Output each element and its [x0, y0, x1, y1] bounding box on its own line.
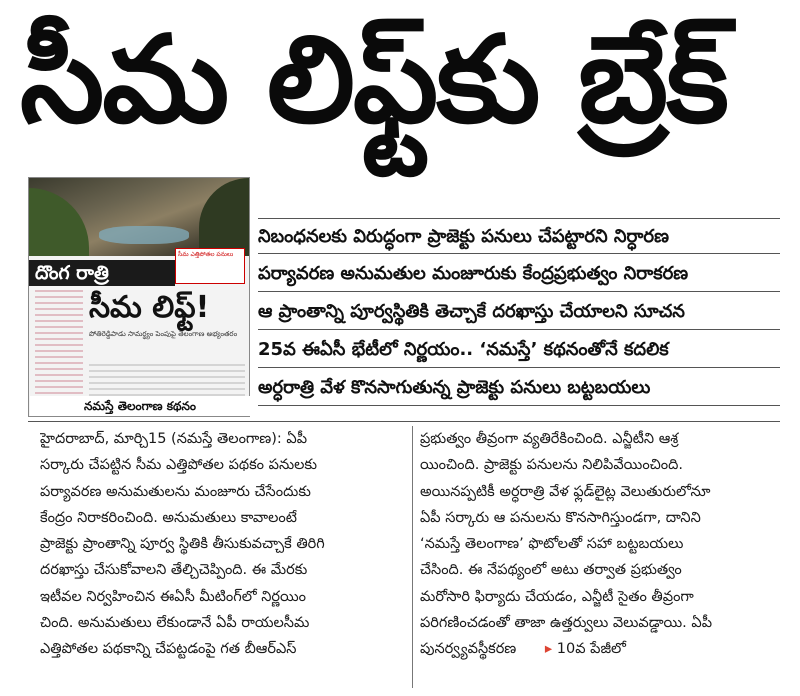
clipping-kicker: దొంగ రాత్రి: [29, 260, 175, 286]
article-line-text: పునర్వ్యవస్థీకరణ: [420, 641, 517, 658]
clipping-column-text: [35, 290, 83, 394]
article-line: సర్కారు చేపట్టిన సీమ ఎత్తిపోతల పథకం పనులకు: [40, 457, 318, 474]
highlight-item: అర్ధరాత్రి వేళ కొనసాగుతున్న ప్రాజెక్టు పనులు బట్టబయలు: [258, 370, 780, 406]
highlight-item: ఆ ప్రాంతాన్ని పూర్వస్థితికి తెచ్చాకే దరఖాస్తు చేయాలని సూచన: [258, 294, 780, 330]
article-line: అయినప్పటికీ అర్ధరాత్రి వేళ ఫ్లడ్‌లైట్ల వెలుతురులోనూ: [420, 483, 711, 500]
article-line: యించింది. ప్రాజెక్టు పనులను నిలిపివేయించింది.: [420, 457, 683, 474]
article-line: దరఖాస్తు చేసుకోవాలని తేల్చిచెప్పింది. ఈ మేరకు: [40, 562, 308, 579]
clipping-title: సీమ లిఫ్ట్!: [89, 290, 210, 325]
article-line: చేసింది. ఈ నేపథ్యంలో అటు తర్వాత ప్రభుత్వం: [420, 562, 682, 579]
article-line: ప్రాజెక్టు ప్రాంతాన్ని పూర్వ స్థితికి తీసుకువచ్చాకే తిరిగి: [40, 536, 325, 553]
article-line-last: [420, 636, 790, 662]
clipping-photo: [29, 178, 249, 256]
highlight-item: పర్యావరణ అనుమతుల మంజూరుకు కేంద్రప్రభుత్వం నిరాకరణ: [258, 256, 780, 292]
clipping-credit: నమస్తే తెలంగాణ కథనం: [30, 396, 250, 416]
highlight-list: [258, 218, 780, 408]
article-line: మరోసారి ఫిర్యాదు చేయడం, ఎన్జీటీ సైతం తీవ్రంగా: [420, 588, 694, 605]
chevron-right-icon: ▸: [544, 641, 553, 658]
column-divider: [412, 426, 413, 688]
article-line: పర్యావరణ అనుమతులను మంజూరు చేసేందుకు: [40, 483, 311, 500]
article-line: హైదరాబాద్, మార్చి15 (నమస్తే తెలంగాణ): ఏపీ: [40, 431, 308, 447]
article-column-right: [420, 426, 790, 663]
article-column-left: [40, 426, 404, 663]
continued-on-page-label: 10వ పేజీలో: [556, 641, 626, 658]
clipping-subtitle: పోతిరెడ్డిపాడు సామర్థ్యం పెంపుపై తెలంగాణ అభ్యంతరం: [89, 330, 238, 338]
section-divider: [28, 421, 780, 422]
continued-on-page[interactable]: [545, 636, 626, 662]
highlight-item: 25వ ఈఏసీ భేటీలో నిర్ణయం.. ‘నమస్తే’ కథనంతోనే కదలిక: [258, 332, 780, 368]
article-line: ఏపీ సర్కారు ఆ పనులను కొనసాగిస్తుండగా, దానిని: [420, 509, 701, 526]
highlight-item: నిబంధనలకు విరుద్ధంగా ప్రాజెక్టు పనులు చేపట్టారని నిర్ధారణ: [258, 218, 780, 254]
clipping-body-text: [89, 364, 245, 396]
article-line: కేంద్రం నిరాకరించింది. అనుమతులు కావాలంటే: [40, 509, 297, 526]
clipping-photo-note: సీమ ఎత్తిపోతల పనులు: [175, 248, 245, 284]
news-clipping-image: [28, 177, 250, 417]
article-line: ‘నమస్తే తెలంగాణ’ ఫొటోలతో సహా బట్టబయలు: [420, 536, 684, 553]
article-line: చింది. అనుమతులు లేకుండానే ఏపీ రాయలసీమ: [40, 615, 310, 632]
article-line: ప్రభుత్వం తీవ్రంగా వ్యతిరేకించింది. ఎన్జీటీని ఆశ్ర: [420, 431, 679, 447]
article-line: పరిగణించడంతో తాజా ఉత్తర్వులు వెలువడ్డాయి. ఏపీ: [420, 615, 713, 632]
article-line: ఇటీవల నిర్వహించిన ఈఏసీ మీటింగ్‌లో నిర్ణయిం: [40, 588, 307, 605]
article-line: ఎత్తిపోతల పథకాన్ని చేపట్టడంపై గత బీఆర్‌ఎస్: [40, 641, 297, 658]
headline: సీమ లిఫ్ట్‌కు బ్రేక్: [20, 11, 727, 150]
